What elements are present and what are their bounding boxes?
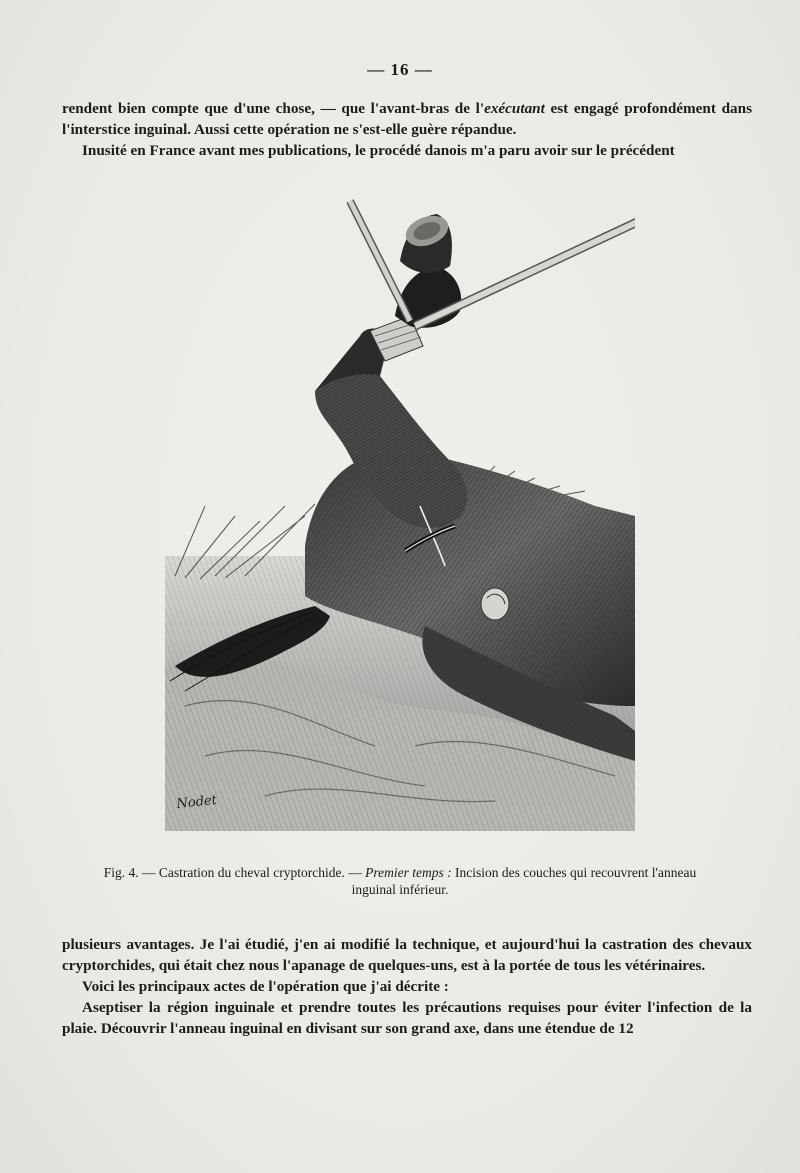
bottom-text-block: [62, 934, 752, 1039]
paragraph-asepsis: Aseptiser la région inguinale et prendre toutes les précautions requises pour éviter l'infection de la plaie. Découvrir l'anneau inguinal en divisant sur son grand axe, dans une étendue de 12: [62, 999, 752, 1037]
engraving-figure: [165, 186, 635, 831]
paragraph-operation-intro: Voici les principaux actes de l'opération que j'ai décrite :: [82, 978, 449, 995]
paragraph-advantages: plusieurs avantages. Je l'ai étudié, j'en ai modifié la technique, et aujourd'hui la castration des chevaux cryptorchides, qui était chez nous l'apanage de quelques-uns, est à la portée de tous les vétérinaires.: [62, 936, 752, 974]
engraver-signature: Nodet: [175, 792, 218, 812]
paragraph-danish-method: Inusité en France avant mes publications, le procédé danois m'a paru avoir sur le précédent: [82, 142, 675, 159]
horse-engraving-illustration: [165, 186, 635, 831]
top-text-block: [62, 98, 752, 161]
emphasis-executant: exécutant: [484, 100, 545, 117]
paragraph-continuation: rendent bien compte que d'une chose, — que l'avant-bras de l'exécutant est engagé profondément dans l'interstice inguinal. Aussi cette opération ne s'est-elle guère répandue.: [62, 100, 752, 138]
page-number: — 16 —: [367, 60, 433, 79]
figure-caption: Fig. 4. — Castration du cheval cryptorchide. — Premier temps : Incision des couches qui recouvrent l'anneau inguinal inférieur.: [103, 865, 697, 897]
caption-emphasis: Premier temps :: [365, 865, 452, 880]
